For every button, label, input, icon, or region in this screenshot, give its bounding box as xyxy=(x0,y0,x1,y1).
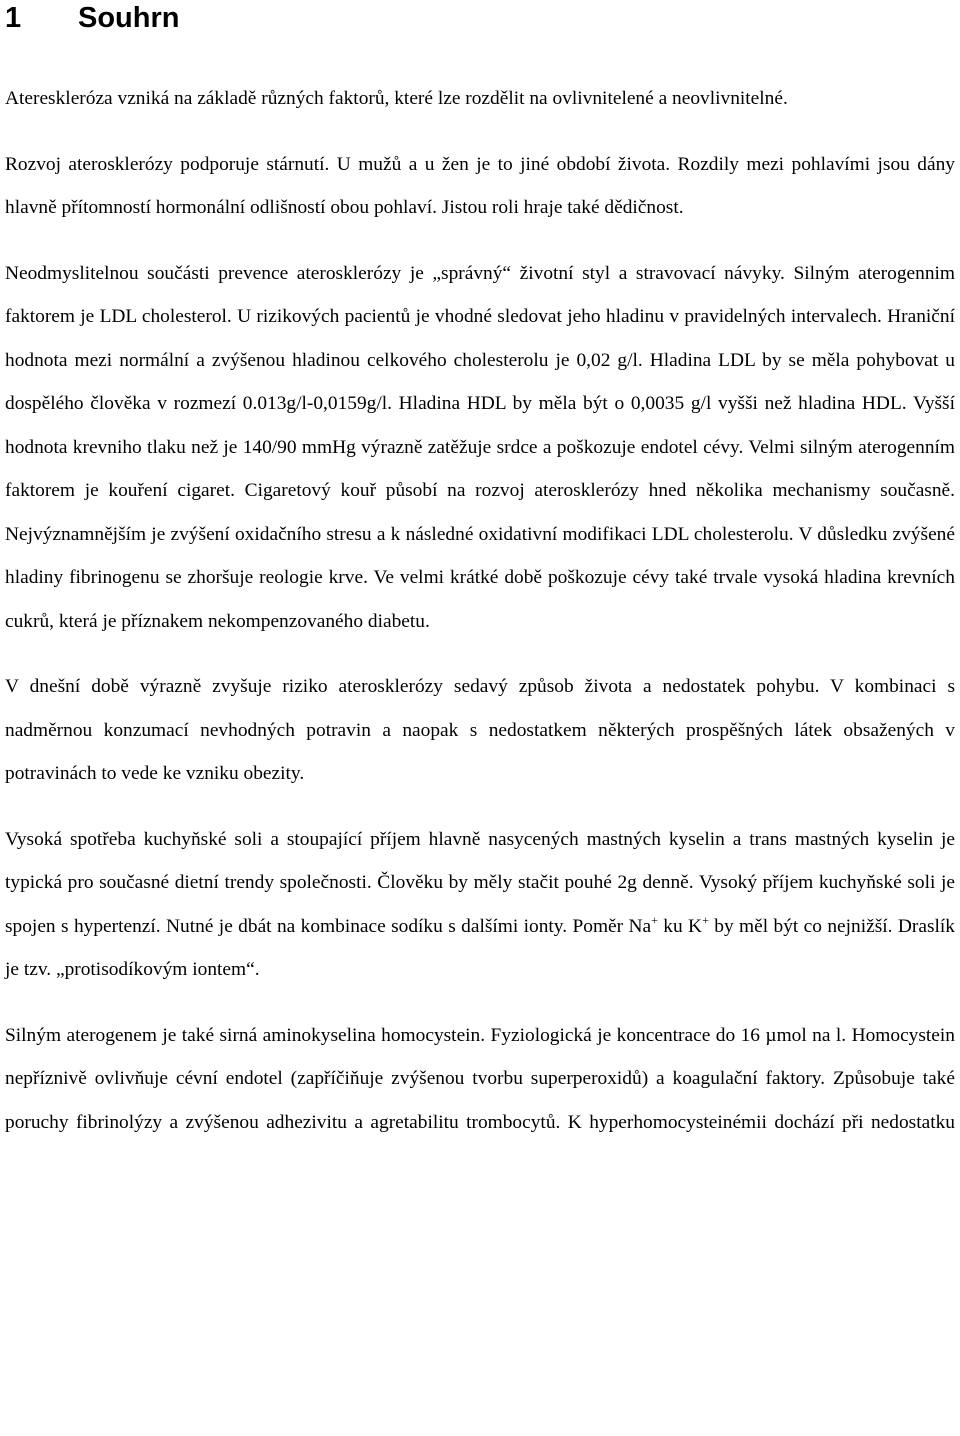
paragraph-sedentary: V dnešní době výrazně zvyšuje riziko aterosklerózy sedavý způsob života a nedostatek pohybu. V kombinaci s nadměrnou konzumací nevhodných potravin a naopak s nedostatkem některých prospěšných látek obsažených v potravinách to vede ke vzniku obezity. xyxy=(5,676,955,784)
paragraph-aging: Rozvoj aterosklerózy podporuje stárnutí. U mužů a u žen je to jiné období života. Rozdily mezi pohlavími jsou dány hlavně přítomností hormonální odlišností obou pohlaví. Jistou roli hraje také dědičnost. xyxy=(5,153,955,218)
salt-text-part-2: ku K xyxy=(657,915,703,937)
section-heading xyxy=(5,0,955,38)
salt-text-part-1: Vysoká spotřeba kuchyňské soli a stoupající příjem hlavně nasycených mastných kyselin a trans mastných kyselin je typická pro současné dietní trendy společnosti. Člověku by měly stačit pouhé 2g denně. Vysoký příjem kuchyňské soli je spojen s hypertenzí. Nutné je dbát na kombinace sodíku s dalšími ionty. Poměr Na xyxy=(5,828,955,937)
section-number: 1 xyxy=(5,2,22,34)
k-superscript: + xyxy=(702,912,709,927)
paragraph-homocysteine: Silným aterogenem je také sirná aminokyselina homocystein. Fyziologická je koncentrace do 16 µmol na l. Homocystein nepříznivě ovlivňuje cévní endotel (zapříčiňuje zvýšenou tvorbu superperoxidů) a koagulační faktory. Způsobuje také poruchy fibrinolýzy a zvýšenou adhezivitu a agretabilitu trombocytů. K hyperhomocysteinémii dochází při nedostatku xyxy=(5,1024,955,1133)
salt-text-part-3: by měl být co nejnižší. Draslík je tzv. „protisodíkovým iontem“. xyxy=(5,915,955,980)
paragraph-prevention: Neodmyslitelnou součásti prevence aterosklerózy je „správný“ životní styl a stravovací návyky. Silným aterogennim faktorem je LDL cholesterol. U rizikových pacientů je vhodné sledovat jeho hladinu v pravidelných intervalech. Hraniční hodnota mezi normální a zvýšenou hladinou celkového cholesterolu je 0,02 g/l. Hladina LDL by se měla pohybovat u dospělého člověka v rozmezí 0.013g/l-0,0159g/l. Hladina HDL by měla být o 0,0035 g/l vyšši než hladina HDL. Vyšší hodnota krevniho tlaku než je 140/90 mmHg výrazně zatěžuje srdce a poškozuje endotel cévy. Velmi silným aterogenním faktorem je kouření cigaret. Cigaretový kouř působí na rozvoj aterosklerózy hned několika mechanismy současně. Nejvýznamnějším je zvýšení oxidačního stresu a k následné oxidativní modifikaci LDL cholesterolu. V důsledku zvýšené hladiny fibrinogenu se zhoršuje reologie krve. Ve velmi krátké době poškozuje cévy také trvale vysoká hladina krevních cukrů, která je příznakem nekompenzovaného diabetu. xyxy=(5,262,955,632)
paragraph-salt xyxy=(5,818,955,992)
section-title: Souhrn xyxy=(78,2,180,34)
document-page xyxy=(5,0,955,1144)
na-superscript: + xyxy=(651,912,658,927)
paragraph-atherosclerosis-factors: Atereskleróza vzniká na základě různých faktorů, které lze rozdělit na ovlivnitelené a neovlivnitelné. xyxy=(5,88,788,109)
